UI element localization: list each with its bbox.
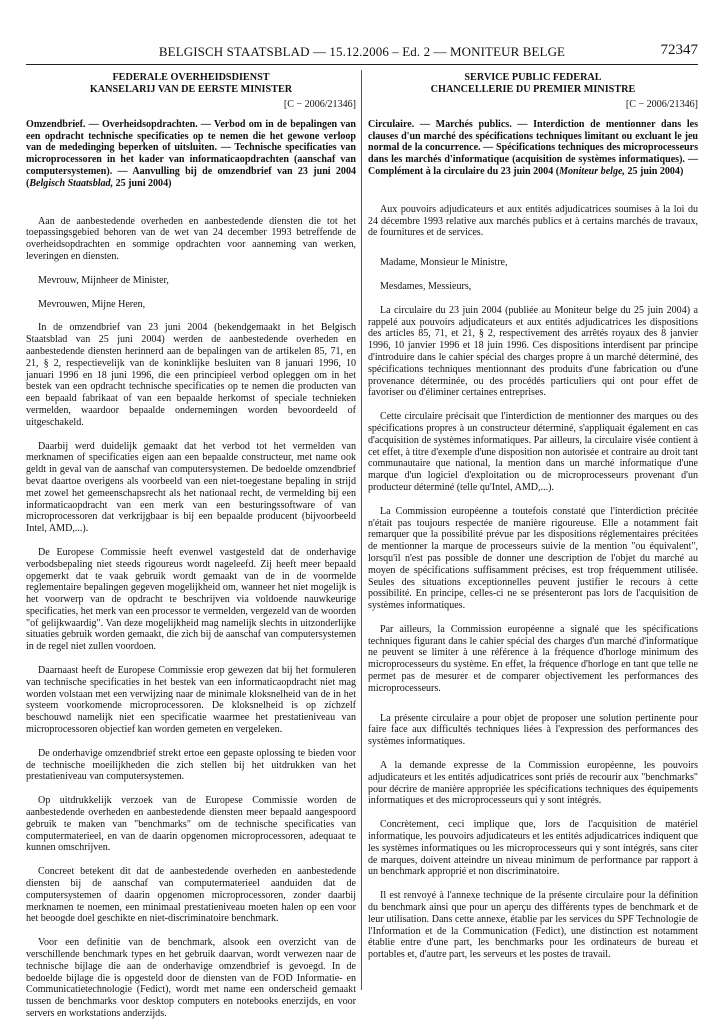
paragraph: Daarbij werd duidelijk gemaakt dat het verbod tot het vermelden van merknamen of specificaties eigen aan een bepaalde constructeur, met name ook geldt in geval van de aanschaf van computersystemen. De bedoelde omzendbrief bevat daartoe overigens als voorbeeld van een niet-toegestane bepaling in strijd met zowel het gemeenschapsrecht als het nationaal recht, de vermelding bij een informaticaopdracht van een merk van een besturingssoftware of van microprocessoren dat verkrijgbaar is bij een bepaalde producent (bijvoorbeeld Intel, AMD,...).: [26, 440, 356, 535]
department-line-2: CHANCELLERIE DU PREMIER MINISTRE: [430, 84, 636, 95]
paragraph: De Europese Commissie heeft evenwel vastgesteld dat de onderhavige verbodsbepaling niet steeds rigoureus wordt nageleefd. Zij heeft meer bepaald opgemerkt dat te vaak gebruik wordt gemaakt van de in de voormelde reglementaire bepalingen gegeven mogelijkheid om, wanneer het niet mogelijk is het voorwerp van de opdracht te beschrijven via voldoende nauwkeurige specificaties, het merk van een processor te vermelden, vergezeld van de woorden "of gelijkwaardig". Van deze mogelijkheid mag namelijk slechts in uitzonderlijke situaties gebruik worden gemaakt, die zich bij de aanschaf van computersystemen in de regel niet zullen voordoen.: [26, 546, 356, 653]
paragraph: La circulaire du 23 juin 2004 (publiée au Moniteur belge du 25 juin 2004) a rappelé aux pouvoirs adjudicateurs et aux entités adjudicatrices les dispositions des articles 85, 71, et 21, § 2, respectivement des arrêtés royaux des 8 janvier 1996, 10 janvier 1996 et 18 juin 1996. Ces dispositions interdisent par principe d'introduire dans le cahier spécial des charges propre à un marché déterminé, des spécifications techniques mentionnant des produits d'une fabrication ou d'une provenance déterminée, ou des procédés particuliers qui ont pour effet de favoriser ou d'éliminer certaines entreprises.: [368, 304, 698, 399]
paragraph: Concreet betekent dit dat de aanbestedende overheden en aanbestedende diensten bij de aanschaf van computermaterieel aanduiden dat de computersystemen of daarin opgenomen microprocessoren, zonder daarbij merknamen te noemen, een minimaal prestatieniveau moeten halen op een voor het beoogde doel geschikte en niet-discriminatoire benchmark.: [26, 866, 356, 925]
department-line-1: SERVICE PUBLIC FEDERAL: [464, 72, 602, 83]
salutation-2: Mesdames, Messieurs,: [380, 280, 472, 292]
paragraph-addressees: Aan de aanbestedende overheden en aanbestedende diensten die tot het toepassingsgebied behoren van de wet van 24 december 1993 betreffende de overheidsopdrachten en sommige opdrachten voor aanneming van werken, leveringen en diensten.: [26, 215, 356, 262]
page-number: 72347: [660, 42, 698, 58]
department-line-2: KANSELARIJ VAN DE EERSTE MINISTER: [89, 84, 293, 95]
header-title: BELGISCH STAATSBLAD — 15.12.2006 – Ed. 2 — MONITEUR BELGE: [158, 44, 566, 59]
title-end: 25 juin 2004): [624, 165, 684, 177]
column-dutch: [26, 72, 356, 1020]
salutation-1: Mevrouw, Mijnheer de Minister,: [38, 274, 169, 286]
salutation-1: Madame, Monsieur le Ministre,: [380, 257, 508, 269]
reference-number: [C − 2006/21346]: [283, 99, 356, 110]
paragraph: Cette circulaire précisait que l'interdiction de mentionner des marques ou des spécifications propres à un constructeur déterminé, s'appliquait également en cas d'acquisition de systèmes informatiques. Par ailleurs, la circulaire visée contient à cet effet, à titre d'exemple d'une disposition non autorisée et contraire au droit tant communautaire que national, la mention dans un marché informatique d'une marque d'un logiciel d'exploitation ou de microprocesseurs provenant d'un producteur déterminé (telle qu'Intel, AMD,...).: [368, 411, 698, 493]
title-italic: Belgisch Staatsblad,: [29, 177, 114, 189]
paragraph: La Commission européenne a toutefois constaté que l'interdiction précitée n'était pas toujours respectée de manière rigoureuse. Elle a notamment fait remarquer que la possibilité prévue par les dispositions réglementaires précitées de mentionner la marque de processeurs suivie de la mention "ou équivalent", lorsqu'il n'est pas possible de donner une description de l'objet du marché au moyen de spécifications suffisamment précises, est trop fréquemment utilisée. Seules des situations exceptionnelles peuvent justifier le recours à cette possibilité. En principe, celles-ci ne se présenteront pas lors de l'acquisition de systèmes informatiques.: [368, 505, 698, 612]
paragraph: Daarnaast heeft de Europese Commissie erop gewezen dat bij het formuleren van technische specificaties in het bestek van een informaticaopdracht niet mag worden volstaan met een verwijzing naar de minimale kloksnelheid van de in het systeem voorkomende microprocessoren. De kloksnelheid is op zichzelf beschouwd namelijk niet een specificatie waarmee het prestatieniveau van microprocessoren objectief kan worden gemeten en vergeleken.: [26, 665, 356, 736]
title-text: Omzendbrief. — Overheidsopdrachten. — Verbod om in de bepalingen van een opdracht technische specificaties op te nemen die het gewone verloop van de mededinging beperken of uitsluiten. — Technische specificaties van microprocessoren in het kader van informaticaopdrachten (aanschaf van computersystemen). — Aanvulling bij de omzendbrief van 23 juni 2004 (: [26, 118, 356, 189]
reference-number: [C − 2006/21346]: [625, 99, 698, 110]
column-french: [368, 72, 698, 961]
paragraph: Il est renvoyé à l'annexe technique de la présente circulaire pour la définition du benchmark ainsi que pour un aperçu des différents types de benchmark et de leur utilisation. Dans cette annexe, établie par les services du SPF Technologie de l'Information et de la Communication (Fedict), une distinction est notamment établie entre d'une part, les benchmarks pour les ordinateurs de bureau et portables et, d'autre part, les serveurs et les postes de travail.: [368, 890, 698, 961]
paragraph: Voor een definitie van de benchmark, alsook een overzicht van de verschillende benchmark types en het gebruik daarvan, wordt verwezen naar de technische bijlage die aan de onderhavige omzendbrief is gevoegd. In de bedoelde bijlage die is opgesteld door de diensten van de FOD Informatie- en Communicatietechnologie (Fedict), wordt met name een onderscheid gemaakt tussen de benchmarks voor desktop computers en notebooks enerzijds, en voor servers en workstations anderzijds.: [26, 937, 356, 1019]
paragraph-addressees: Aux pouvoirs adjudicateurs et aux entités adjudicatrices soumises à la loi du 24 décembre 1993 relative aux marchés publics et à certains marchés de travaux, de fournitures et de services.: [368, 203, 698, 239]
salutation-2: Mevrouwen, Mijne Heren,: [38, 298, 146, 310]
title-end: 25 juni 2004): [113, 177, 172, 189]
paragraph: In de omzendbrief van 23 juni 2004 (bekendgemaakt in het Belgisch Staatsblad van 25 juni 2004) werden de aanbestedende overheden en aanbestedende diensten herinnerd aan de bepalingen van de artikelen 85, 71, en 21, § 2, respectievelijk van de koninklijke besluiten van 8 januari 1996, 10 januari 1996 en 18 juni 1996, die een principieel verbod opleggen om in het bestek van een opdracht technische specificaties op te nemen die producten van een bepaald fabrikaat of van een bepaalde herkomst of speciale technieken vermelden, waardoor bepaalde ondernemingen worden bevoordeeld of uitgeschakeld.: [26, 322, 356, 428]
document-title: [368, 119, 698, 178]
paragraph: Op uitdrukkelijk verzoek van de Europese Commissie worden de aanbestedende overheden en aanbestedende diensten meer bepaald aangespoord gebruik te maken van "benchmarks" om de technische specificaties van computermaterieel, en van de daarin opgenomen microprocessoren, adequaat te kunnen omschrijven.: [26, 795, 356, 854]
title-text: Circulaire. — Marchés publics. — Interdiction de mentionner dans les clauses d'un marché des spécifications techniques limitant ou excluant le jeu normal de la concurrence. — Spécifications techniques des microprocesseurs dans les marchés d'informatique (acquisition de systèmes informatiques). — Complément à la circulaire du 23 juin 2004 (: [368, 118, 698, 177]
title-italic: Moniteur belge,: [559, 165, 625, 177]
paragraph: De onderhavige omzendbrief strekt ertoe een gepaste oplossing te bieden voor de technische moeilijkheden die zich stellen bij het uitdrukken van het prestatieniveau van computersystemen.: [26, 747, 356, 783]
header-rule: [26, 64, 698, 65]
paragraph: La présente circulaire a pour objet de proposer une solution pertinente pour faire face aux difficultés techniques liées à l'expression des performances des systèmes informatiques.: [368, 712, 698, 748]
paragraph: A la demande expresse de la Commission européenne, les pouvoirs adjudicateurs et les entités adjudicatrices sont priés de recourir aux "benchmarks" pour décrire de manière appropriée les spécifications techniques des équipements informatiques et des microprocesseurs qui y sont intégrés.: [368, 760, 698, 807]
column-divider: [361, 70, 362, 990]
paragraph: Par ailleurs, la Commission européenne a signalé que les spécifications techniques figurant dans le cahier spécial des charges d'un marché d'informatique ne peuvent se limiter à une référence à la fréquence d'horloge minimum des microprocesseurs du système. En effet, la fréquence d'horloge en tant que telle ne permet pas de mesurer et de comparer objectivement les performances des microprocesseurs.: [368, 623, 698, 694]
document-title: [26, 119, 356, 190]
page-header: [26, 42, 698, 62]
paragraph: Concrètement, ceci implique que, lors de l'acquisition de matériel informatique, les pouvoirs adjudicateurs et les entités adjudicatrices indiquent que les systèmes informatiques ou les microprocesseurs qui y sont intégrés, sans citer de marques, doivent atteindre un niveau minimum de performance par rapport à un benchmark approprié et non discriminatoire.: [368, 819, 698, 878]
department-line-1: FEDERALE OVERHEIDSDIENST: [112, 72, 270, 83]
